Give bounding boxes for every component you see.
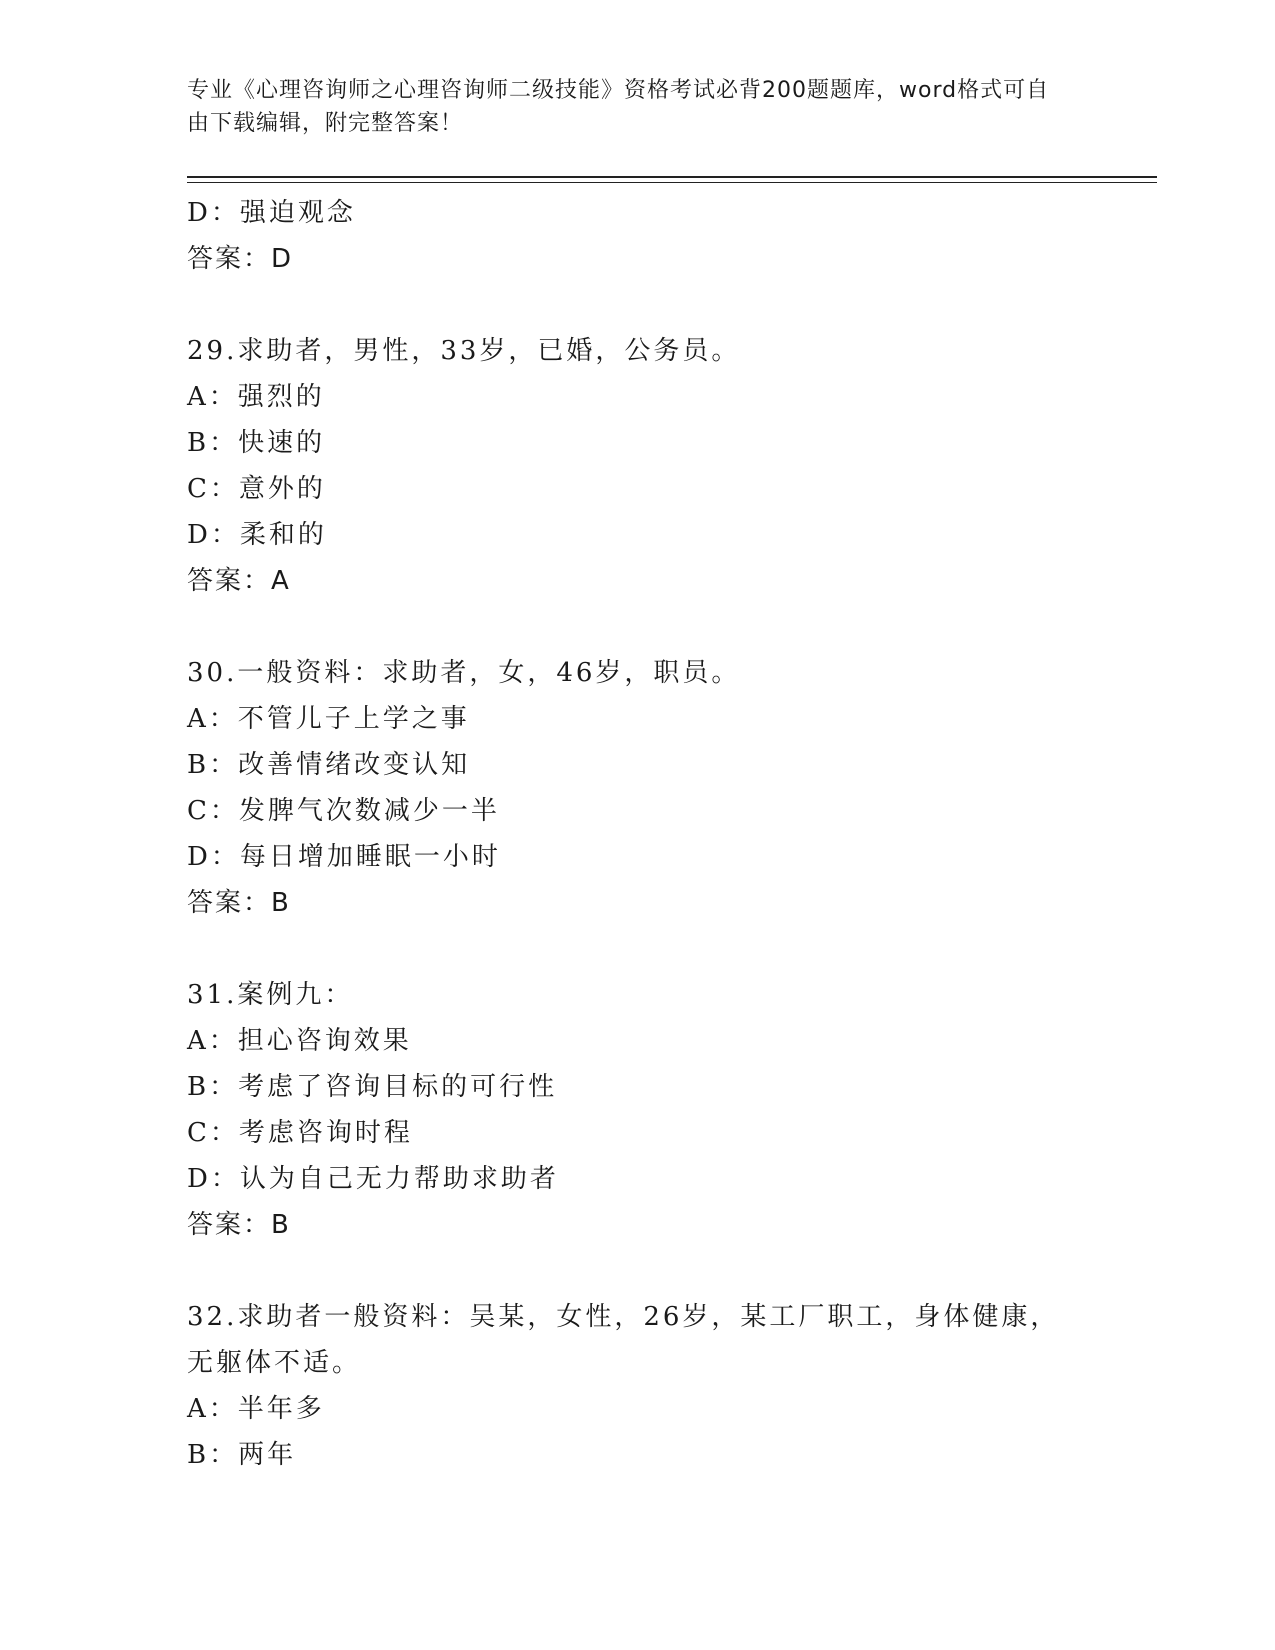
question-stem: 31.案例九：: [187, 980, 354, 1010]
option-d: D：认为自己无力帮助求助者: [187, 1164, 559, 1194]
option-d: D：强迫观念: [187, 198, 356, 228]
option-b: B：考虑了咨询目标的可行性: [187, 1072, 558, 1102]
header-divider-thick: [187, 176, 1157, 178]
document-body: [187, 190, 1087, 1478]
question-stem: 29.求助者，男性，33岁，已婚，公务员。: [187, 336, 741, 366]
previous-question-tail: [187, 190, 1087, 282]
option-d: D：柔和的: [187, 520, 327, 550]
option-d: D：每日增加睡眠一小时: [187, 842, 501, 872]
option-a: A：强烈的: [187, 382, 325, 412]
option-c: C：意外的: [187, 474, 326, 504]
option-a: A：不管儿子上学之事: [187, 704, 470, 734]
question-29: [187, 328, 1087, 604]
spacer: [187, 926, 1087, 972]
header-divider-thin: [187, 182, 1157, 183]
option-c: C：发脾气次数减少一半: [187, 796, 500, 826]
question-32: [187, 1294, 1087, 1478]
option-b: B：改善情绪改变认知: [187, 750, 471, 780]
option-a: A：半年多: [187, 1394, 325, 1424]
answer-line: 答案：D: [187, 244, 294, 274]
answer-line: 答案：B: [187, 888, 291, 918]
spacer: [187, 604, 1087, 650]
option-a: A：担心咨询效果: [187, 1026, 412, 1056]
answer-line: 答案：A: [187, 566, 291, 596]
spacer: [187, 282, 1087, 328]
question-30: [187, 650, 1087, 926]
question-31: [187, 972, 1087, 1248]
spacer: [187, 1248, 1087, 1294]
document-header: 专业《心理咨询师之心理咨询师二级技能》资格考试必背200题题库，word格式可自由下载编辑，附完整答案！: [187, 78, 1050, 136]
question-stem: 30.一般资料：求助者，女，46岁，职员。: [187, 658, 741, 688]
question-stem: 32.求助者一般资料：吴某，女性，26岁，某工厂职工，身体健康，无躯体不适。: [187, 1302, 1060, 1378]
option-c: C：考虑咨询时程: [187, 1118, 413, 1148]
answer-line: 答案：B: [187, 1210, 291, 1240]
option-b: B：两年: [187, 1440, 297, 1470]
option-b: B：快速的: [187, 428, 326, 458]
